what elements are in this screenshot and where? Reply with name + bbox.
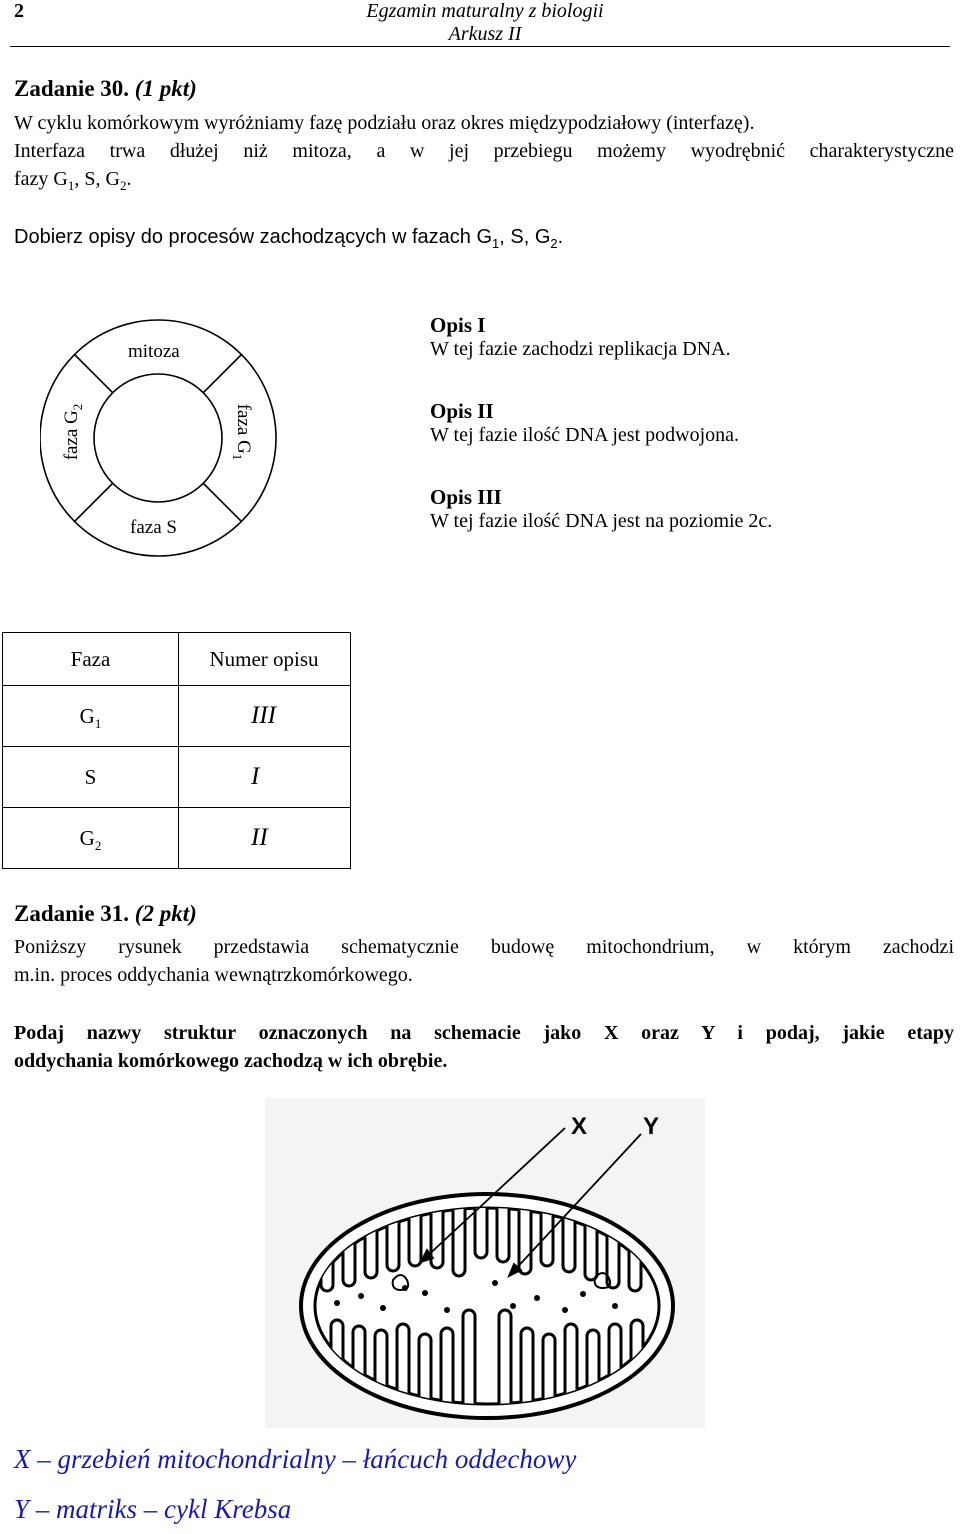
answer-y: Y – matriks – cykl Krebsa (14, 1494, 292, 1524)
exam-title-line1: Egzamin maturalny z biologii (366, 0, 604, 22)
cycle-label-faza-g1: faza $G_1$ (230, 403, 254, 461)
cycle-divider-tr (203, 354, 242, 393)
table-header-faza: Faza (3, 633, 179, 686)
opis-1 (430, 313, 731, 361)
task30-points: (1 pkt) (134, 76, 197, 101)
table-header-row (3, 633, 351, 686)
header-divider (10, 46, 950, 47)
cycle-inner-circle (94, 374, 222, 502)
table-cell-answer: III (179, 686, 351, 747)
answer-x: X – grzebień mitochondrialny – łańcuch oddechowy (14, 1444, 577, 1474)
task31-instruction-line2: oddychania komórkowego zachodzą w ich obrębie. (14, 1050, 448, 1072)
cycle-label-mitoza: mitoza (128, 341, 180, 362)
exam-title-line2: Arkusz II (448, 23, 522, 45)
task31-intro (14, 933, 954, 989)
task30-line2: Interfaza trwa dłużej niż mitoza, a w jej przebiegu możemy wyodrębnić charakterystyczne (14, 140, 954, 162)
opis-2-text: W tej fazie ilość DNA jest podwojona. (430, 424, 740, 446)
opis-2-title: Opis II (430, 399, 494, 423)
task31-line1: Poniższy rysunek przedstawia schematycznie budowę mitochondrium, w którym zachodzi (14, 936, 954, 958)
task31-instruction-line1: Podaj nazwy struktur oznaczonych na schemacie jako X oraz Y i podaj, jakie etapy (14, 1022, 954, 1044)
table-row (3, 747, 351, 808)
task30-line3: fazy $G_1$, S, $G_2$. (14, 168, 132, 193)
cycle-label-faza-s: faza S (130, 517, 177, 538)
task30-instruction: Dobierz opisy do procesów zachodzących w fazach $G_1$, S, $G_2$. (14, 226, 564, 251)
table-row (3, 686, 351, 747)
task30-intro (14, 109, 954, 193)
page-number: 2 (14, 0, 24, 22)
task31-instruction (14, 1019, 954, 1075)
opis-1-title: Opis I (430, 313, 486, 337)
opis-3-title: Opis III (430, 485, 502, 509)
task30-number: Zadanie 30. (14, 76, 130, 101)
table-header-numer: Numer opisu (179, 633, 351, 686)
label-x: X (571, 1113, 588, 1140)
task30-line1: W cyklu komórkowym wyróżniamy fazę podziału oraz okres międzypodziałowy (interfazę). (14, 112, 755, 134)
task31-line2: m.in. proces oddychania wewnątrzkomórkowego. (14, 964, 413, 986)
table-cell-phase: $G_2$ (3, 808, 179, 869)
opis-3 (430, 485, 772, 533)
mitochondrion-figure (265, 1098, 705, 1428)
task31-points: (2 pkt) (134, 901, 197, 926)
table-row (3, 808, 351, 869)
opis-2 (430, 399, 739, 447)
cycle-divider-tl (74, 354, 113, 393)
task31-title (14, 901, 197, 927)
cycle-label-faza-g2: faza $G_2$ (61, 403, 85, 461)
table-cell-answer: I (179, 747, 351, 808)
label-y: Y (643, 1113, 660, 1140)
task31-number: Zadanie 31. (14, 901, 130, 926)
opis-3-text: W tej fazie ilość DNA jest na poziomie 2c. (430, 510, 773, 532)
task30-title (14, 76, 197, 102)
table-cell-phase: S (3, 747, 179, 808)
table-cell-answer: II (179, 808, 351, 869)
cycle-divider-bl (74, 483, 113, 522)
table-cell-phase: $G_1$ (3, 686, 179, 747)
phase-table (2, 632, 351, 869)
opis-1-text: W tej fazie zachodzi replikacja DNA. (430, 338, 731, 360)
cycle-divider-br (203, 483, 242, 522)
exam-title (300, 0, 670, 46)
